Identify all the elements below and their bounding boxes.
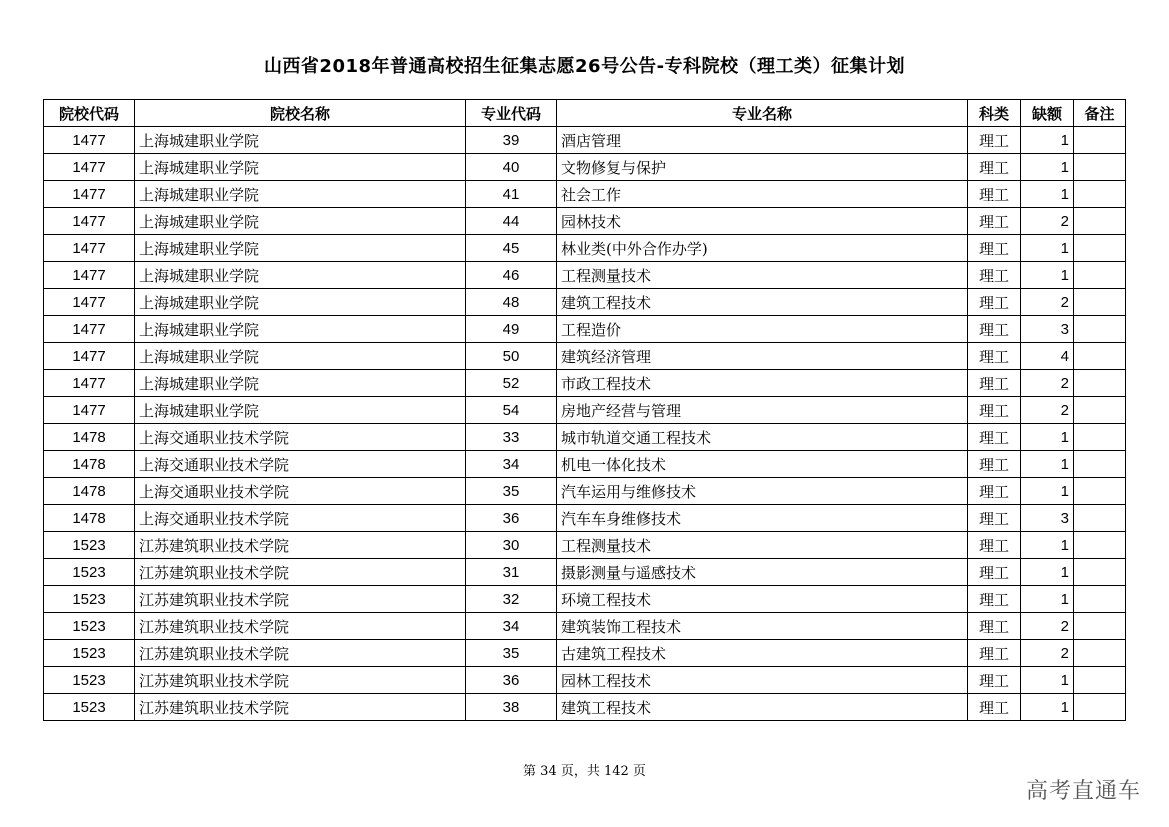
cell-major-code: 39 xyxy=(466,127,557,154)
cell-note xyxy=(1074,505,1126,532)
cell-quota: 1 xyxy=(1021,478,1074,505)
cell-quota: 2 xyxy=(1021,289,1074,316)
table-row xyxy=(44,640,1126,667)
cell-school-name: 江苏建筑职业技术学院 xyxy=(135,613,466,640)
cell-major-name: 园林工程技术 xyxy=(557,667,968,694)
cell-category: 理工 xyxy=(968,451,1021,478)
cell-school-name: 上海城建职业学院 xyxy=(135,289,466,316)
enrollment-plan-table xyxy=(43,99,1126,721)
cell-major-name: 机电一体化技术 xyxy=(557,451,968,478)
cell-school-code: 1477 xyxy=(44,127,135,154)
cell-category: 理工 xyxy=(968,262,1021,289)
cell-category: 理工 xyxy=(968,127,1021,154)
cell-note xyxy=(1074,181,1126,208)
cell-school-name: 上海交通职业技术学院 xyxy=(135,505,466,532)
cell-major-name: 城市轨道交通工程技术 xyxy=(557,424,968,451)
cell-school-name: 上海城建职业学院 xyxy=(135,262,466,289)
cell-major-name: 酒店管理 xyxy=(557,127,968,154)
cell-major-code: 45 xyxy=(466,235,557,262)
cell-school-name: 上海城建职业学院 xyxy=(135,235,466,262)
cell-school-code: 1477 xyxy=(44,235,135,262)
cell-school-name: 上海城建职业学院 xyxy=(135,127,466,154)
cell-major-code: 30 xyxy=(466,532,557,559)
cell-major-name: 房地产经营与管理 xyxy=(557,397,968,424)
table-header-row xyxy=(44,100,1126,127)
cell-category: 理工 xyxy=(968,289,1021,316)
cell-major-code: 38 xyxy=(466,694,557,721)
cell-school-code: 1477 xyxy=(44,181,135,208)
cell-school-name: 江苏建筑职业技术学院 xyxy=(135,640,466,667)
cell-major-code: 31 xyxy=(466,559,557,586)
table-row xyxy=(44,397,1126,424)
cell-school-code: 1523 xyxy=(44,586,135,613)
cell-major-name: 市政工程技术 xyxy=(557,370,968,397)
cell-note xyxy=(1074,343,1126,370)
cell-major-code: 52 xyxy=(466,370,557,397)
cell-note xyxy=(1074,478,1126,505)
cell-major-name: 汽车运用与维修技术 xyxy=(557,478,968,505)
cell-quota: 2 xyxy=(1021,613,1074,640)
cell-quota: 2 xyxy=(1021,640,1074,667)
cell-school-code: 1477 xyxy=(44,208,135,235)
cell-major-name: 建筑装饰工程技术 xyxy=(557,613,968,640)
cell-note xyxy=(1074,289,1126,316)
cell-note xyxy=(1074,316,1126,343)
cell-note xyxy=(1074,640,1126,667)
cell-major-name: 环境工程技术 xyxy=(557,586,968,613)
cell-category: 理工 xyxy=(968,559,1021,586)
cell-major-code: 48 xyxy=(466,289,557,316)
cell-major-name: 汽车车身维修技术 xyxy=(557,505,968,532)
cell-school-name: 江苏建筑职业技术学院 xyxy=(135,586,466,613)
cell-school-code: 1477 xyxy=(44,262,135,289)
table-row xyxy=(44,127,1126,154)
cell-category: 理工 xyxy=(968,478,1021,505)
watermark-logo-text: 高考直通车 xyxy=(1025,779,1141,804)
cell-category: 理工 xyxy=(968,397,1021,424)
cell-school-code: 1478 xyxy=(44,505,135,532)
cell-major-code: 35 xyxy=(466,478,557,505)
table-body xyxy=(44,127,1126,721)
cell-quota: 1 xyxy=(1021,586,1074,613)
cell-category: 理工 xyxy=(968,208,1021,235)
cell-quota: 1 xyxy=(1021,154,1074,181)
table-row xyxy=(44,451,1126,478)
cell-major-code: 34 xyxy=(466,613,557,640)
cell-category: 理工 xyxy=(968,235,1021,262)
cell-quota: 1 xyxy=(1021,451,1074,478)
table-row xyxy=(44,559,1126,586)
cell-major-code: 49 xyxy=(466,316,557,343)
cell-category: 理工 xyxy=(968,181,1021,208)
cell-category: 理工 xyxy=(968,343,1021,370)
cell-school-name: 上海城建职业学院 xyxy=(135,397,466,424)
cell-note xyxy=(1074,424,1126,451)
cell-school-name: 上海城建职业学院 xyxy=(135,181,466,208)
cell-category: 理工 xyxy=(968,694,1021,721)
page-number: 第 34 页，共 142 页 xyxy=(523,764,646,779)
cell-category: 理工 xyxy=(968,370,1021,397)
cell-major-name: 文物修复与保护 xyxy=(557,154,968,181)
cell-category: 理工 xyxy=(968,586,1021,613)
cell-quota: 3 xyxy=(1021,316,1074,343)
cell-school-code: 1477 xyxy=(44,370,135,397)
cell-major-name: 建筑工程技术 xyxy=(557,289,968,316)
cell-major-code: 40 xyxy=(466,154,557,181)
cell-major-name: 工程造价 xyxy=(557,316,968,343)
cell-note xyxy=(1074,235,1126,262)
cell-major-code: 35 xyxy=(466,640,557,667)
cell-quota: 1 xyxy=(1021,181,1074,208)
table-row xyxy=(44,532,1126,559)
cell-major-name: 摄影测量与遥感技术 xyxy=(557,559,968,586)
cell-school-code: 1478 xyxy=(44,424,135,451)
cell-note xyxy=(1074,532,1126,559)
cell-school-name: 江苏建筑职业技术学院 xyxy=(135,532,466,559)
cell-major-code: 50 xyxy=(466,343,557,370)
cell-quota: 2 xyxy=(1021,397,1074,424)
cell-school-code: 1523 xyxy=(44,640,135,667)
cell-major-name: 建筑经济管理 xyxy=(557,343,968,370)
cell-major-code: 33 xyxy=(466,424,557,451)
cell-note xyxy=(1074,451,1126,478)
page-title: 山西省2018年普通高校招生征集志愿26号公告-专科院校（理工类）征集计划 xyxy=(263,56,906,77)
cell-school-code: 1523 xyxy=(44,694,135,721)
table-row xyxy=(44,289,1126,316)
cell-note xyxy=(1074,154,1126,181)
cell-quota: 1 xyxy=(1021,667,1074,694)
table-row xyxy=(44,694,1126,721)
cell-school-name: 上海城建职业学院 xyxy=(135,343,466,370)
table-row xyxy=(44,613,1126,640)
cell-major-code: 44 xyxy=(466,208,557,235)
cell-major-name: 林业类(中外合作办学) xyxy=(557,235,968,262)
cell-major-name: 社会工作 xyxy=(557,181,968,208)
cell-school-code: 1523 xyxy=(44,559,135,586)
cell-school-name: 江苏建筑职业技术学院 xyxy=(135,694,466,721)
cell-major-code: 41 xyxy=(466,181,557,208)
cell-major-name: 古建筑工程技术 xyxy=(557,640,968,667)
table-row xyxy=(44,181,1126,208)
cell-quota: 1 xyxy=(1021,235,1074,262)
cell-quota: 1 xyxy=(1021,424,1074,451)
header-major-name: 专业名称 xyxy=(557,100,968,127)
cell-school-code: 1477 xyxy=(44,343,135,370)
cell-category: 理工 xyxy=(968,424,1021,451)
table-row xyxy=(44,505,1126,532)
cell-note xyxy=(1074,127,1126,154)
table-row xyxy=(44,478,1126,505)
cell-note xyxy=(1074,208,1126,235)
header-category: 科类 xyxy=(968,100,1021,127)
cell-note xyxy=(1074,613,1126,640)
cell-quota: 1 xyxy=(1021,694,1074,721)
table-row xyxy=(44,262,1126,289)
table-row xyxy=(44,235,1126,262)
table-row xyxy=(44,208,1126,235)
cell-category: 理工 xyxy=(968,154,1021,181)
cell-major-name: 建筑工程技术 xyxy=(557,694,968,721)
cell-quota: 1 xyxy=(1021,532,1074,559)
cell-school-code: 1523 xyxy=(44,613,135,640)
cell-note xyxy=(1074,694,1126,721)
cell-school-code: 1523 xyxy=(44,532,135,559)
cell-quota: 2 xyxy=(1021,208,1074,235)
cell-note xyxy=(1074,586,1126,613)
cell-school-name: 上海城建职业学院 xyxy=(135,316,466,343)
cell-quota: 1 xyxy=(1021,262,1074,289)
header-school-code: 院校代码 xyxy=(44,100,135,127)
table-row xyxy=(44,343,1126,370)
cell-note xyxy=(1074,262,1126,289)
cell-school-code: 1478 xyxy=(44,478,135,505)
cell-major-name: 工程测量技术 xyxy=(557,262,968,289)
cell-major-code: 32 xyxy=(466,586,557,613)
cell-school-name: 上海城建职业学院 xyxy=(135,208,466,235)
cell-quota: 2 xyxy=(1021,370,1074,397)
cell-school-name: 上海交通职业技术学院 xyxy=(135,478,466,505)
cell-school-code: 1523 xyxy=(44,667,135,694)
cell-school-name: 江苏建筑职业技术学院 xyxy=(135,667,466,694)
header-quota: 缺额 xyxy=(1021,100,1074,127)
cell-major-code: 46 xyxy=(466,262,557,289)
cell-note xyxy=(1074,397,1126,424)
cell-school-name: 上海交通职业技术学院 xyxy=(135,424,466,451)
table-row xyxy=(44,154,1126,181)
cell-school-code: 1477 xyxy=(44,316,135,343)
cell-major-name: 工程测量技术 xyxy=(557,532,968,559)
cell-school-name: 江苏建筑职业技术学院 xyxy=(135,559,466,586)
table-row xyxy=(44,424,1126,451)
cell-category: 理工 xyxy=(968,640,1021,667)
cell-category: 理工 xyxy=(968,505,1021,532)
cell-school-code: 1478 xyxy=(44,451,135,478)
cell-quota: 3 xyxy=(1021,505,1074,532)
cell-school-name: 上海交通职业技术学院 xyxy=(135,451,466,478)
cell-note xyxy=(1074,559,1126,586)
cell-school-code: 1477 xyxy=(44,154,135,181)
cell-category: 理工 xyxy=(968,613,1021,640)
table-row xyxy=(44,370,1126,397)
cell-major-code: 34 xyxy=(466,451,557,478)
cell-school-name: 上海城建职业学院 xyxy=(135,370,466,397)
cell-note xyxy=(1074,667,1126,694)
cell-note xyxy=(1074,370,1126,397)
cell-quota: 1 xyxy=(1021,127,1074,154)
table-row xyxy=(44,667,1126,694)
cell-major-code: 54 xyxy=(466,397,557,424)
cell-category: 理工 xyxy=(968,667,1021,694)
header-note: 备注 xyxy=(1074,100,1126,127)
cell-quota: 4 xyxy=(1021,343,1074,370)
cell-major-name: 园林技术 xyxy=(557,208,968,235)
table-row xyxy=(44,316,1126,343)
cell-major-code: 36 xyxy=(466,667,557,694)
cell-category: 理工 xyxy=(968,316,1021,343)
cell-category: 理工 xyxy=(968,532,1021,559)
cell-school-name: 上海城建职业学院 xyxy=(135,154,466,181)
cell-school-code: 1477 xyxy=(44,397,135,424)
cell-quota: 1 xyxy=(1021,559,1074,586)
cell-school-code: 1477 xyxy=(44,289,135,316)
cell-major-code: 36 xyxy=(466,505,557,532)
header-major-code: 专业代码 xyxy=(466,100,557,127)
header-school-name: 院校名称 xyxy=(135,100,466,127)
table-row xyxy=(44,586,1126,613)
